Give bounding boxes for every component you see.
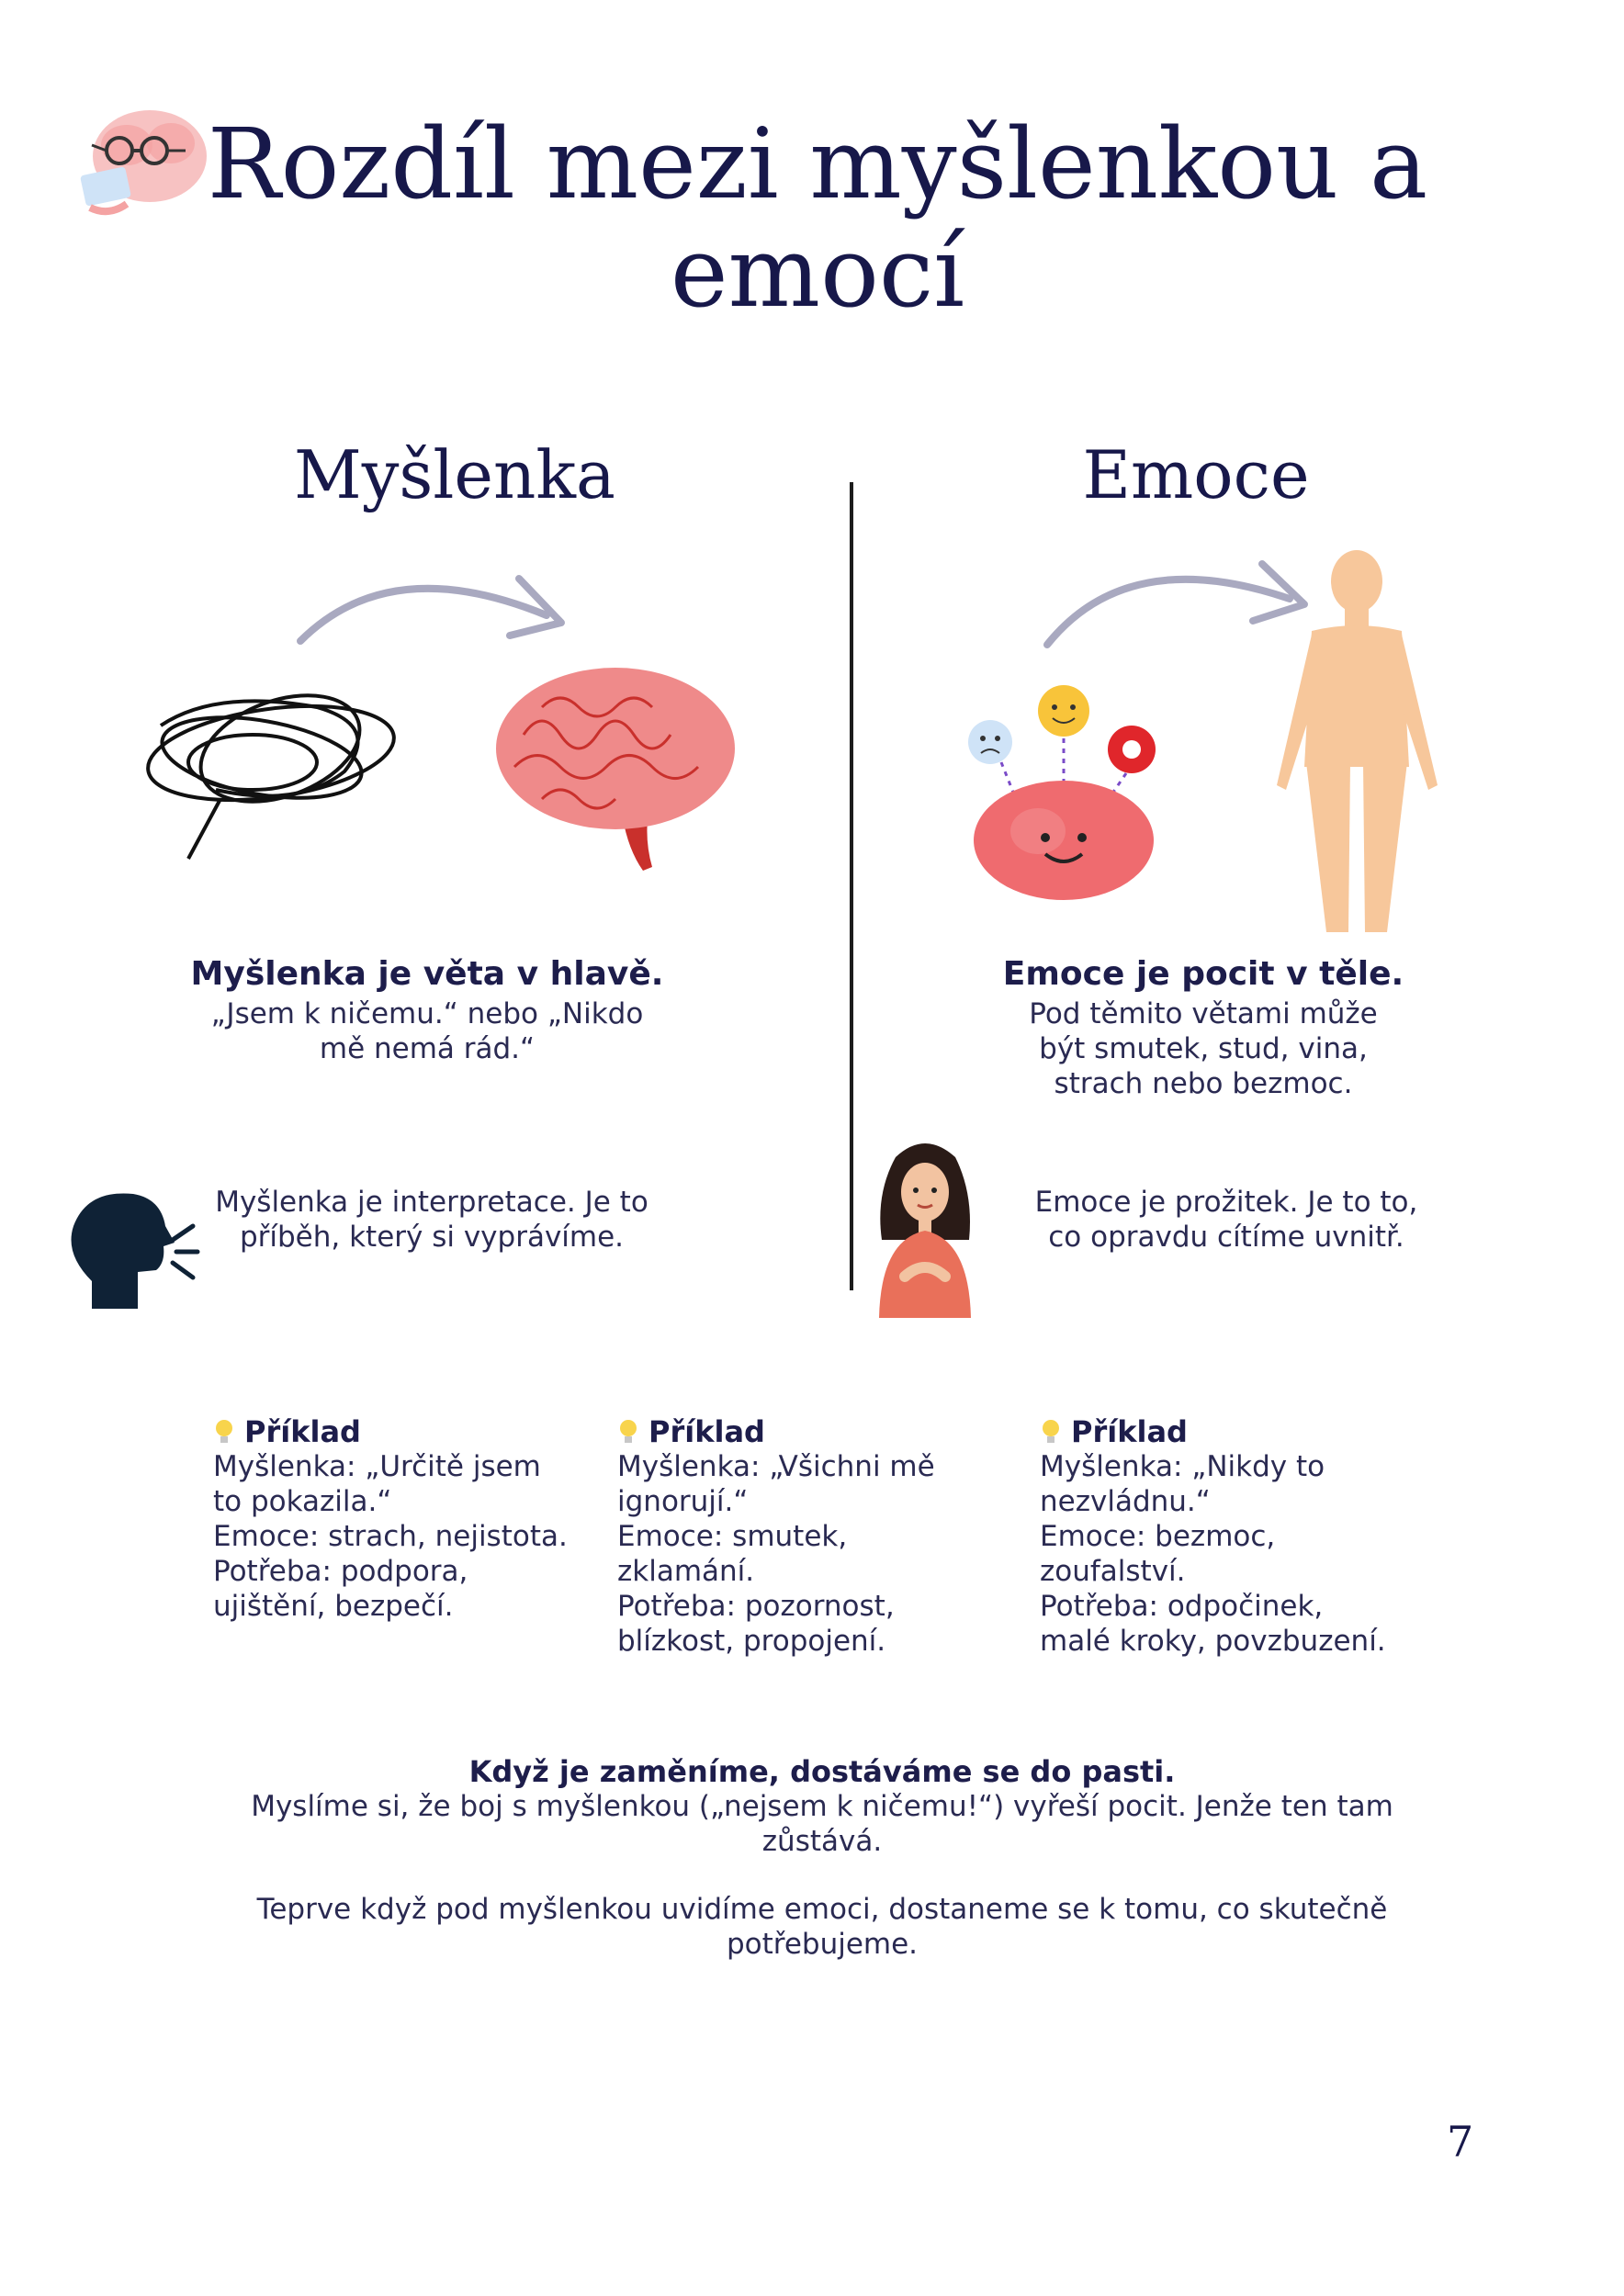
- example-title: Příklad: [1071, 1414, 1188, 1449]
- example-line: Myšlenka: „Všichni mě: [617, 1450, 935, 1483]
- example-line: Potřeba: odpočinek,: [1040, 1590, 1324, 1623]
- example-line: nezvládnu.“: [1040, 1485, 1211, 1518]
- thought-quote: [165, 996, 689, 1066]
- column-divider: [850, 482, 853, 1290]
- emotion-definition: Emoce je pocit v těle.: [1002, 955, 1404, 993]
- example-line: blízkost, propojení.: [617, 1625, 886, 1658]
- trap-line: Teprve když pod myšlenkou uvidíme emoci, dostaneme se k tomu, co skutečně: [256, 1893, 1388, 1926]
- curved-arrow-icon: [289, 551, 574, 652]
- example-line: zoufalství.: [1040, 1555, 1186, 1588]
- description-line: strach nebo bezmoc.: [1054, 1067, 1353, 1100]
- example-line: Emoce: strach, nejistota.: [213, 1520, 568, 1553]
- page-number: 7: [1447, 2117, 1474, 2167]
- description-line: Pod těmito větami může: [1029, 997, 1378, 1030]
- trap-line: zůstává.: [761, 1825, 883, 1858]
- example-line: zklamání.: [617, 1555, 755, 1588]
- lightbulb-icon: [1040, 1418, 1062, 1446]
- quote-line: „Jsem k ničemu.“ nebo „Nikdo: [210, 997, 644, 1030]
- trap-line: Myslíme si, že boj s myšlenkou („nejsem k ničemu!“) vyřeší pocit. Jenže ten tam: [251, 1790, 1393, 1823]
- trap-section: [184, 1754, 1460, 1962]
- lightbulb-icon: [213, 1418, 235, 1446]
- example-line: Myšlenka: „Nikdy to: [1040, 1450, 1325, 1483]
- example-title: Příklad: [648, 1414, 765, 1449]
- example-line: Potřeba: pozornost,: [617, 1590, 895, 1623]
- quote-line: mě nemá rád.“: [319, 1032, 536, 1065]
- thought-heading: Myšlenka: [294, 436, 615, 513]
- lightbulb-icon: [617, 1418, 639, 1446]
- scribble-tangle-icon: [133, 670, 409, 872]
- emotion-description: [928, 996, 1479, 1101]
- page-title: Rozdíl mezi myšlenkou a emocí: [207, 107, 1428, 329]
- emoji-brain-icon: [964, 680, 1167, 905]
- brain-icon: [487, 661, 744, 882]
- emotion-heading: Emoce: [1082, 436, 1310, 513]
- woman-icon: [868, 1139, 983, 1318]
- example-card: [1040, 1414, 1426, 1659]
- speaking-head-icon: [64, 1189, 202, 1313]
- experience-line: co opravdu cítíme uvnitř.: [1048, 1221, 1404, 1254]
- trap-heading: Když je zaměníme, dostáváme se do pasti.: [468, 1754, 1176, 1789]
- emotion-experience: [983, 1185, 1470, 1255]
- example-line: Myšlenka: „Určitě jsem: [213, 1450, 541, 1483]
- example-card: [617, 1414, 1003, 1659]
- interpretation-line: Myšlenka je interpretace. Je to: [215, 1186, 648, 1219]
- example-card: [213, 1414, 599, 1624]
- example-line: ujištění, bezpečí.: [213, 1590, 454, 1623]
- trap-line: potřebujeme.: [726, 1928, 919, 1961]
- example-line: to pokazila.“: [213, 1485, 392, 1518]
- example-line: Emoce: smutek,: [617, 1520, 848, 1553]
- description-line: být smutek, stud, vina,: [1039, 1032, 1368, 1065]
- interpretation-line: příběh, který si vyprávíme.: [239, 1221, 625, 1254]
- human-body-icon: [1258, 546, 1456, 941]
- experience-line: Emoce je prožitek. Je to to,: [1034, 1186, 1418, 1219]
- example-line: Potřeba: podpora,: [213, 1555, 468, 1588]
- example-line: Emoce: bezmoc,: [1040, 1520, 1276, 1553]
- example-line: malé kroky, povzbuzení.: [1040, 1625, 1386, 1658]
- example-title: Příklad: [244, 1414, 361, 1449]
- thought-definition: Myšlenka je věta v hlavě.: [190, 955, 664, 993]
- example-line: ignorují.“: [617, 1485, 749, 1518]
- thought-interpretation: [188, 1185, 675, 1255]
